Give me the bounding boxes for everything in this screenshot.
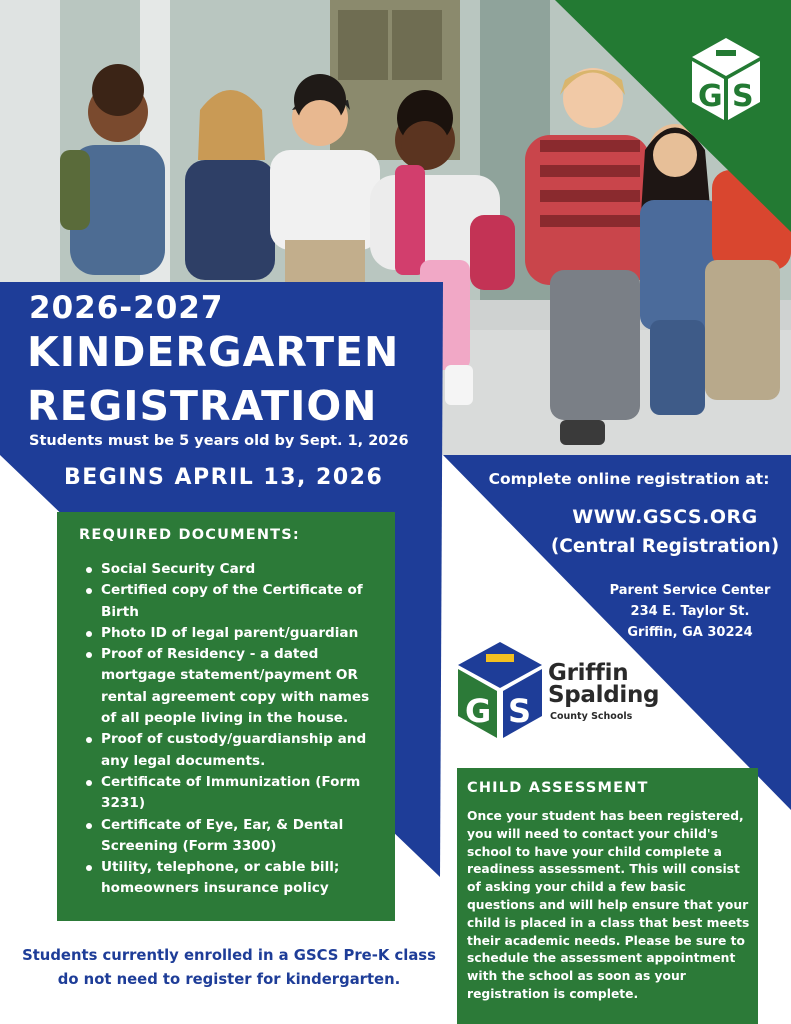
psc-city: Griffin, GA 30224 [627, 625, 753, 640]
prek-note: Students currently enrolled in a GSCS Pre-K class do not need to register for kindergarten. [22, 947, 436, 988]
svg-text:S: S [508, 692, 532, 730]
parent-service-center-address [580, 580, 791, 643]
list-item: Certificate of Eye, Ear, & Dental Screening (Form 3300) [83, 815, 385, 858]
district-name [548, 662, 659, 706]
psc-name: Parent Service Center [609, 583, 771, 598]
district-name-line1: Griffin [548, 660, 629, 686]
central-registration-note: (Central Registration) [550, 536, 780, 557]
title-registration: REGISTRATION [27, 382, 378, 430]
list-item: Proof of custody/guardianship and any legal documents. [83, 729, 385, 772]
svg-text:G: G [465, 692, 492, 730]
corner-gscs-logo-icon [686, 34, 766, 124]
child-assessment-title: CHILD ASSESSMENT [467, 780, 649, 796]
svg-text:G: G [698, 79, 723, 114]
child-assessment-body: Once your student has been registered, you will need to contact your child's school to have your child complete a readiness assessment. This will consist of asking your child a few basic questions and will help ensure that your child is placed in a class that best meets their academic needs. Please be sure to schedule the assessment appointment with the school as soon as your registration is complete. [467, 809, 750, 1001]
district-subtitle: County Schools [550, 711, 633, 722]
gscs-cube-logo-icon [456, 640, 544, 740]
list-item: Certificate of Immunization (Form 3231) [83, 772, 385, 815]
online-registration-prompt: Complete online registration at: [488, 470, 770, 488]
psc-street: 234 E. Taylor St. [630, 604, 750, 619]
school-year: 2026-2027 [29, 290, 224, 326]
list-item: Photo ID of legal parent/guardian [83, 623, 385, 644]
child-assessment-box [457, 768, 758, 1024]
list-item: Proof of Residency - a dated mortgage statement/payment OR rental agreement copy with names of all people living in the house. [83, 644, 385, 729]
age-requirement: Students must be 5 years old by Sept. 1, 2026 [29, 433, 409, 449]
list-item: Social Security Card [83, 559, 385, 580]
list-item: Utility, telephone, or cable bill; homeowners insurance policy [83, 857, 385, 900]
required-documents-title: REQUIRED DOCUMENTS: [79, 527, 300, 543]
title-kindergarten: KINDERGARTEN [27, 328, 400, 376]
list-item: Certified copy of the Certificate of Birth [83, 580, 385, 623]
registration-url-link[interactable]: WWW.GSCS.ORG [572, 506, 758, 528]
district-name-line2: Spalding [548, 682, 660, 708]
registration-begins-date: BEGINS APRIL 13, 2026 [64, 465, 384, 490]
svg-text:S: S [732, 79, 754, 114]
required-documents-list [83, 559, 385, 900]
required-documents-box [57, 512, 395, 921]
